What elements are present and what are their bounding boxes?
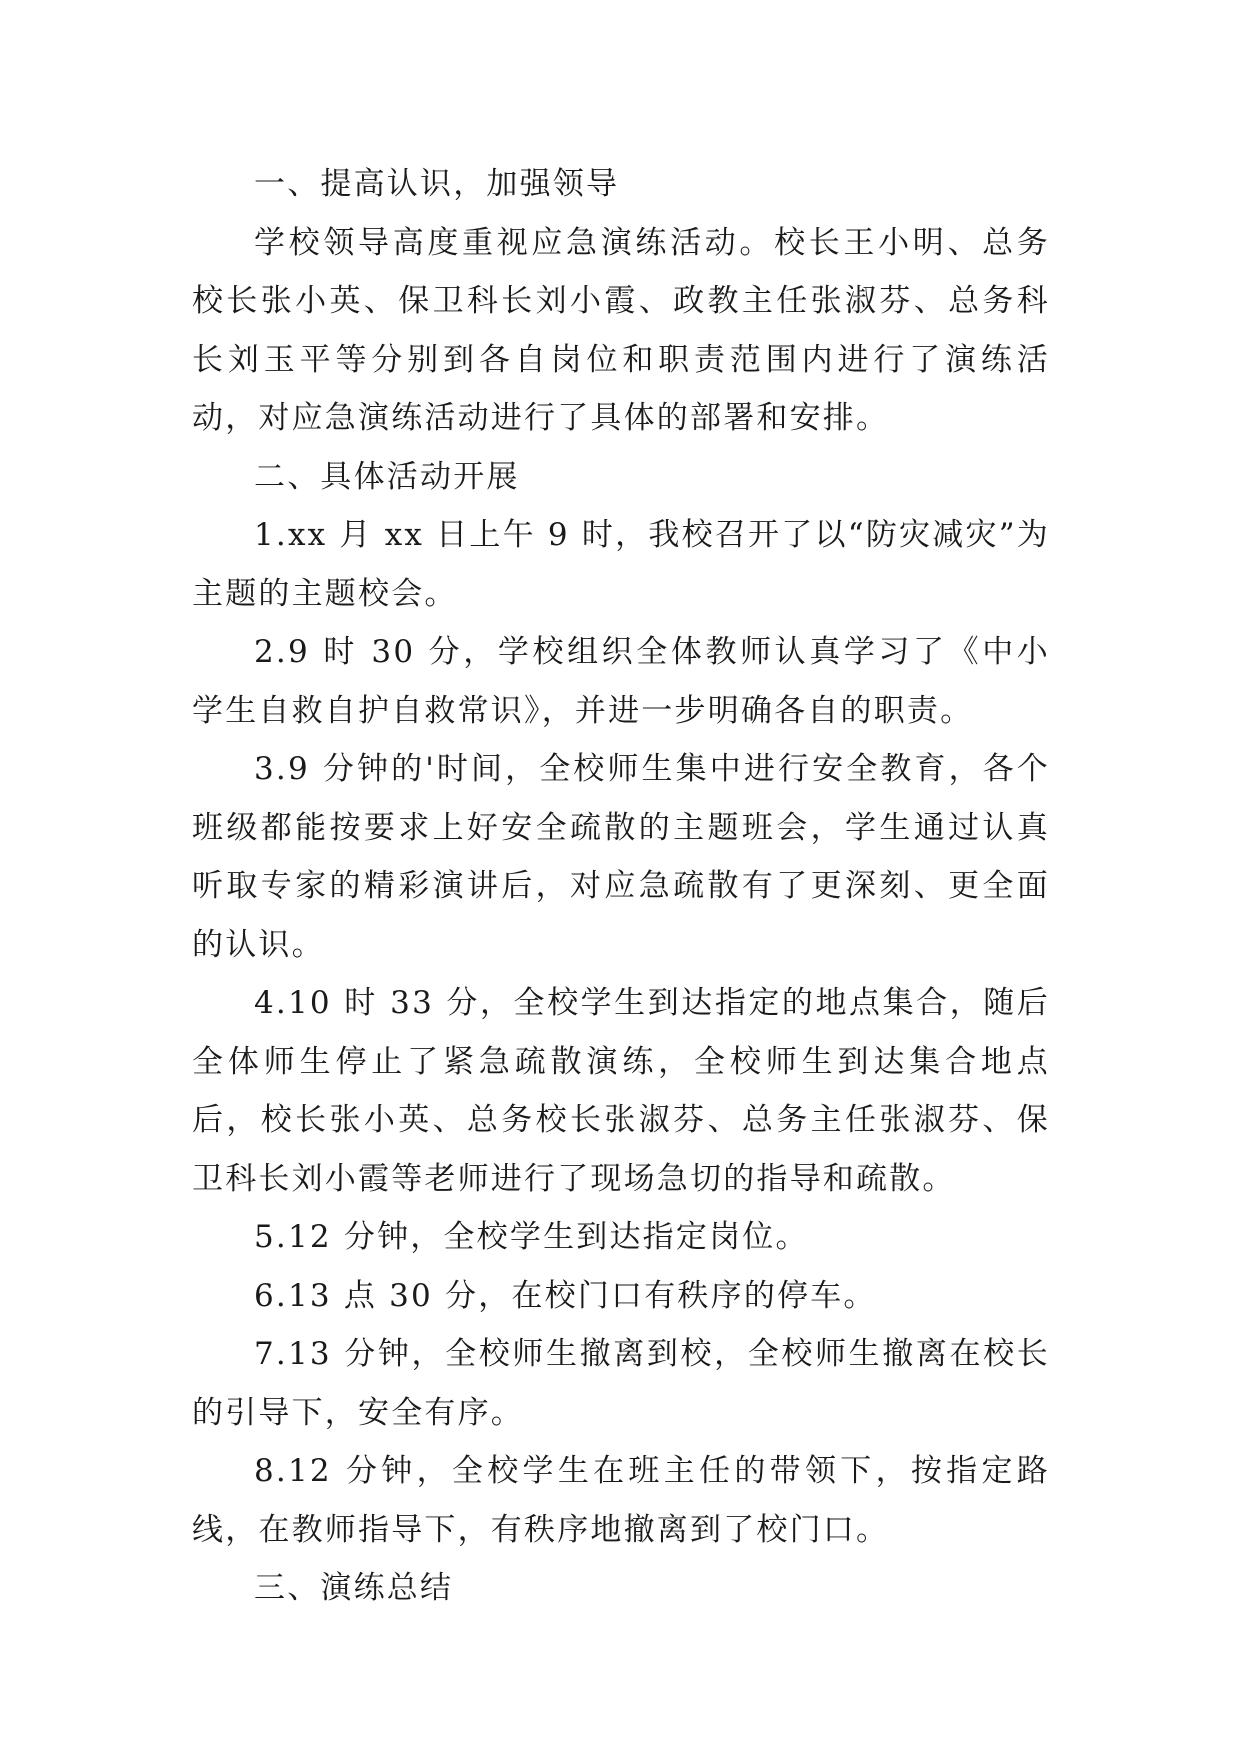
list-item-3: 3.9 分钟的'时间，全校师生集中进行安全教育，各个班级都能按要求上好安全疏散的主题班会，学生通过认真听取专家的精彩演讲后，对应急疏散有了更深刻、更全面的认识。: [192, 751, 1050, 963]
list-item-2: 2.9 时 30 分，学校组织全体教师认真学习了《中小学生自救自护自救常识》，并进一步明确各自的职责。: [192, 634, 1050, 729]
section-heading-2: 二、具体活动开展: [254, 458, 520, 495]
list-item-6: 6.13 点 30 分，在校门口有秩序的停车。: [254, 1277, 877, 1314]
list-item-1: 1.xx 月 xx 日上午 9 时，我校召开了以“防灾减灾”为主题的主题校会。: [192, 517, 1050, 612]
list-item-4: 4.10 时 33 分，全校学生到达指定的地点集合，随后全体师生停止了紧急疏散演练，全校师生到达集合地点后，校长张小英、总务校长张淑芬、总务主任张淑芬、保卫科长刘小霞等老师进行了现场急切的指导和疏散。: [192, 985, 1050, 1197]
list-item-7: 7.13 分钟，全校师生撤离到校，全校师生撤离在校长的引导下，安全有序。: [192, 1336, 1050, 1431]
list-item-5: 5.12 分钟，全校学生到达指定岗位。: [254, 1219, 809, 1255]
section-heading-3: 三、演练总结: [254, 1570, 454, 1606]
section-heading-1: 一、提高认识，加强领导: [254, 166, 620, 202]
list-item-8: 8.12 分钟，全校学生在班主任的带领下，按指定路线，在教师指导下，有秩序地撤离到了校门口。: [192, 1453, 1050, 1548]
paragraph-leadership: 学校领导高度重视应急演练活动。校长王小明、总务校长张小英、保卫科长刘小霞、政教主任张淑芬、总务科长刘玉平等分别到各自岗位和职责范围内进行了演练活动，对应急演练活动进行了具体的部署和安排。: [192, 224, 1050, 436]
document-body: [192, 155, 1050, 1618]
